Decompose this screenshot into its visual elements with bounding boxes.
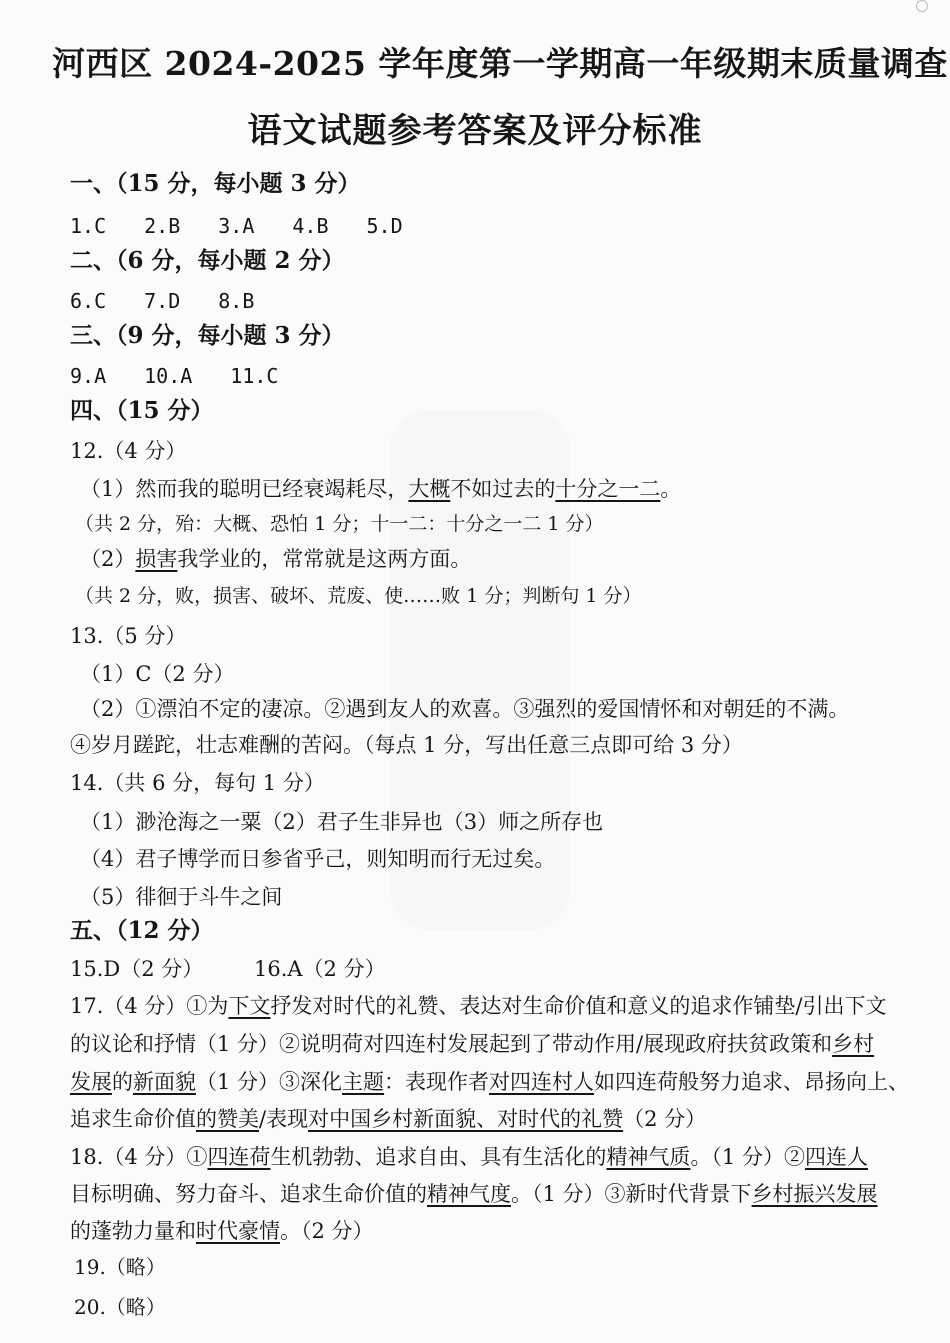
text-run: （1 分）③深化 (196, 1070, 343, 1094)
underlined-key: 十分之一二 (555, 477, 661, 501)
text-run: 不如过去的 (450, 477, 556, 501)
q13-answer-1: （1）C（2 分） (80, 662, 235, 686)
text-run: 生机勃勃、追求自由、具有生活化的 (270, 1145, 607, 1169)
text-run: （1）然而我的聪明已经衰竭耗尽， (80, 477, 409, 501)
text-run: 的蓬勃力量和 (70, 1219, 196, 1243)
q13-answer-2: （2）①漂泊不定的凄凉。②遇到友人的欢喜。③强烈的爱国情怀和对朝廷的不满。 (80, 697, 850, 721)
q20-answer: 20.（略） (74, 1295, 166, 1319)
answer-item: 15.D（2 分） (70, 957, 204, 981)
section-3-heading: 三、（9 分，每小题 3 分） (70, 322, 345, 349)
text-run: 的议论和抒情（1 分）②说明荷对四连村发展起到了带动作用/展现政府扶贫政策和 (70, 1032, 833, 1056)
underlined-key: 时代豪情 (196, 1219, 280, 1243)
underlined-key: 乡村 (832, 1032, 875, 1056)
text-run: （2 分） (623, 1107, 707, 1131)
q17-line-3 (70, 1068, 909, 1096)
text-run: （2） (80, 547, 136, 571)
text-run: 17.（4 分）①为 (70, 994, 229, 1018)
text-run: 目标明确、努力奋斗、追求生命价值的 (70, 1182, 427, 1206)
section-4-heading: 四、（15 分） (70, 397, 214, 424)
page-subtitle: 语文试题参考答案及评分标准 (247, 111, 703, 151)
underlined-key: 的赞美 (196, 1107, 259, 1131)
section-1-heading: 一、（15 分，每小题 3 分） (70, 170, 361, 197)
section-2-answers (70, 287, 292, 315)
text-run: 抒发对时代的礼赞、表达对生命价值和意义的追求作铺垫/引出下文 (270, 994, 887, 1018)
answer-item: 6.C (70, 289, 107, 313)
underlined-key: 对四连村人 (489, 1070, 595, 1094)
answer-item: 3.A (218, 214, 255, 238)
q14-heading: 14.（共 6 分，每句 1 分） (70, 771, 325, 795)
answer-item: 2.B (144, 214, 181, 238)
corner-mark (916, 0, 928, 12)
q13-answer-3: ④岁月蹉跎，壮志难酬的苦闷。（每点 1 分，写出任意三点即可给 3 分） (70, 733, 743, 757)
section-1-answers (70, 212, 441, 240)
q12-answer-1 (80, 475, 681, 503)
underlined-key: 下文 (228, 994, 271, 1018)
text-run: 。 (660, 477, 682, 501)
q15-16-answers (70, 955, 386, 983)
underlined-key: 新面貌 (133, 1070, 196, 1094)
q14-answer-4: （4）君子博学而日参省乎己，则知明而行无过矣。 (80, 847, 556, 871)
text-run: /表现 (259, 1107, 309, 1131)
q18-line-3 (70, 1217, 374, 1245)
underlined-key: 四连人 (804, 1145, 868, 1169)
underlined-key: 四连荷 (207, 1145, 271, 1169)
answer-item: 9.A (70, 364, 107, 388)
text-run: 我学业的，常常就是这两方面。 (177, 547, 472, 571)
text-run: ：表现作者 (384, 1070, 490, 1094)
text-run: 18.（4 分）① (70, 1145, 208, 1169)
q18-line-2 (70, 1180, 878, 1208)
q14-answer-1: （1）渺沧海之一粟（2）君子生非异也（3）师之所存也 (80, 810, 604, 834)
text-run: 。（1 分）② (690, 1145, 805, 1169)
text-run: 。（1 分）③新时代背景下 (511, 1182, 752, 1206)
text-run: 。（2 分） (280, 1219, 374, 1243)
page-title: 河西区 2024-2025 学年度第一学期高一年级期末质量调查 (52, 44, 948, 83)
q12-scoring-1: （共 2 分，殆：大概、恐怕 1 分；十一二：十分之一二 1 分） (75, 513, 604, 535)
answer-item: 10.A (144, 364, 193, 388)
q17-line-1 (70, 992, 887, 1020)
text-run: 的 (112, 1070, 133, 1094)
answer-item: 11.C (230, 364, 279, 388)
underlined-key: 大概 (408, 477, 451, 501)
answer-item: 1.C (70, 214, 107, 238)
answer-item: 4.B (292, 214, 329, 238)
q12-answer-2 (80, 545, 471, 573)
text-run: 如四连荷般努力追求、昂扬向上、 (594, 1070, 910, 1094)
text-run: 追求生命价值 (70, 1107, 196, 1131)
underlined-key: 精神气度 (427, 1182, 511, 1206)
section-2-heading: 二、（6 分，每小题 2 分） (70, 247, 345, 274)
underlined-key: 发展 (70, 1070, 112, 1094)
answer-item: 5.D (366, 214, 403, 238)
answer-item: 16.A（2 分） (254, 957, 386, 981)
q17-line-4 (70, 1105, 706, 1133)
q19-answer: 19.（略） (74, 1255, 166, 1279)
q18-line-1 (70, 1143, 868, 1171)
underlined-key: 对中国乡村新面貌、对时代的礼赞 (308, 1107, 624, 1131)
q14-answer-5: （5）徘徊于斗牛之间 (80, 885, 283, 909)
section-5-heading: 五、（12 分） (70, 917, 214, 944)
section-3-answers (70, 362, 316, 390)
underlined-key: 乡村振兴发展 (751, 1182, 878, 1206)
answer-item: 7.D (144, 289, 181, 313)
underlined-key: 精神气质 (606, 1145, 691, 1169)
underlined-key: 主题 (342, 1070, 385, 1094)
underlined-key: 损害 (135, 547, 178, 571)
q12-scoring-2: （共 2 分，败，损害、破坏、荒废、使……败 1 分；判断句 1 分） (75, 585, 642, 607)
q12-heading: 12.（4 分） (70, 439, 187, 463)
answer-item: 8.B (218, 289, 255, 313)
q17-line-2 (70, 1030, 874, 1058)
q13-heading: 13.（5 分） (70, 624, 187, 648)
